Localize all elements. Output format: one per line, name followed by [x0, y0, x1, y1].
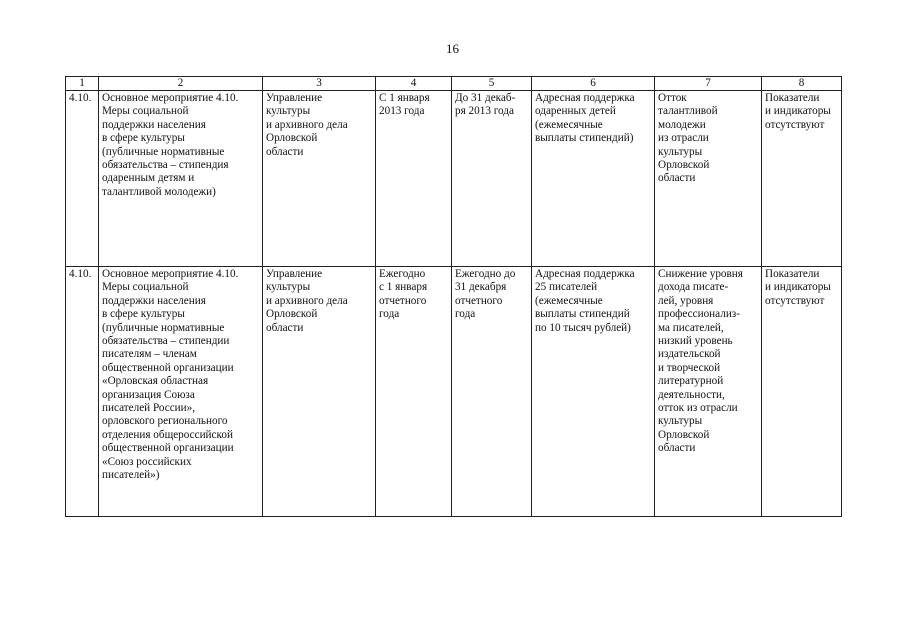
column-number-header: 6	[532, 77, 655, 91]
column-number-header: 3	[263, 77, 376, 91]
column-number-header: 1	[66, 77, 99, 91]
end-date-cell: Ежегодно до 31 декабря отчетного года	[452, 267, 532, 517]
table-row	[66, 91, 842, 267]
column-number-header: 8	[762, 77, 842, 91]
column-number-header: 7	[655, 77, 762, 91]
expected-result-cell: Адресная поддержка 25 писателей (ежемесячные выплаты стипендий по 10 тысяч рублей)	[532, 267, 655, 517]
start-date-cell: Ежегодно с 1 января отчетного года	[376, 267, 452, 517]
executor-cell: Управление культуры и архивного дела Орловской области	[263, 91, 376, 267]
measure-name-cell: Основное мероприятие 4.10. Меры социальной поддержки населения в сфере культуры (публичные нормативные обязательства – стипендии писателям – членам общественной организации «Орловская областная организация Союза писателей России», орловского регионального отделения общероссийской общественной организации «Союз российских писателей»)	[99, 267, 263, 517]
measure-name-cell: Основное мероприятие 4.10. Меры социальной поддержки населения в сфере культуры (публичные нормативные обязательства – стипендия одаренным детям и талантливой молодежи)	[99, 91, 263, 267]
end-date-cell: До 31 декаб- ря 2013 года	[452, 91, 532, 267]
consequences-cell: Снижение уровня дохода писате- лей, уровня профессионализ- ма писателей, низкий уровень издательской и творческой литературной деятельности, отток из отрасли культуры Орловской области	[655, 267, 762, 517]
start-date-cell: С 1 января 2013 года	[376, 91, 452, 267]
indicators-cell: Показатели и индикаторы отсутствуют	[762, 91, 842, 267]
item-number-cell: 4.10.	[66, 91, 99, 267]
column-number-header: 4	[376, 77, 452, 91]
table-header-row	[66, 77, 842, 91]
page-number: 16	[446, 41, 459, 56]
item-number-cell: 4.10.	[66, 267, 99, 517]
executor-cell: Управление культуры и архивного дела Орловской области	[263, 267, 376, 517]
indicators-cell: Показатели и индикаторы отсутствуют	[762, 267, 842, 517]
table-row	[66, 267, 842, 517]
column-number-header: 5	[452, 77, 532, 91]
expected-result-cell: Адресная поддержка одаренных детей (ежемесячные выплаты стипендий)	[532, 91, 655, 267]
measures-table	[65, 76, 842, 517]
column-number-header: 2	[99, 77, 263, 91]
consequences-cell: Отток талантливой молодежи из отрасли культуры Орловской области	[655, 91, 762, 267]
